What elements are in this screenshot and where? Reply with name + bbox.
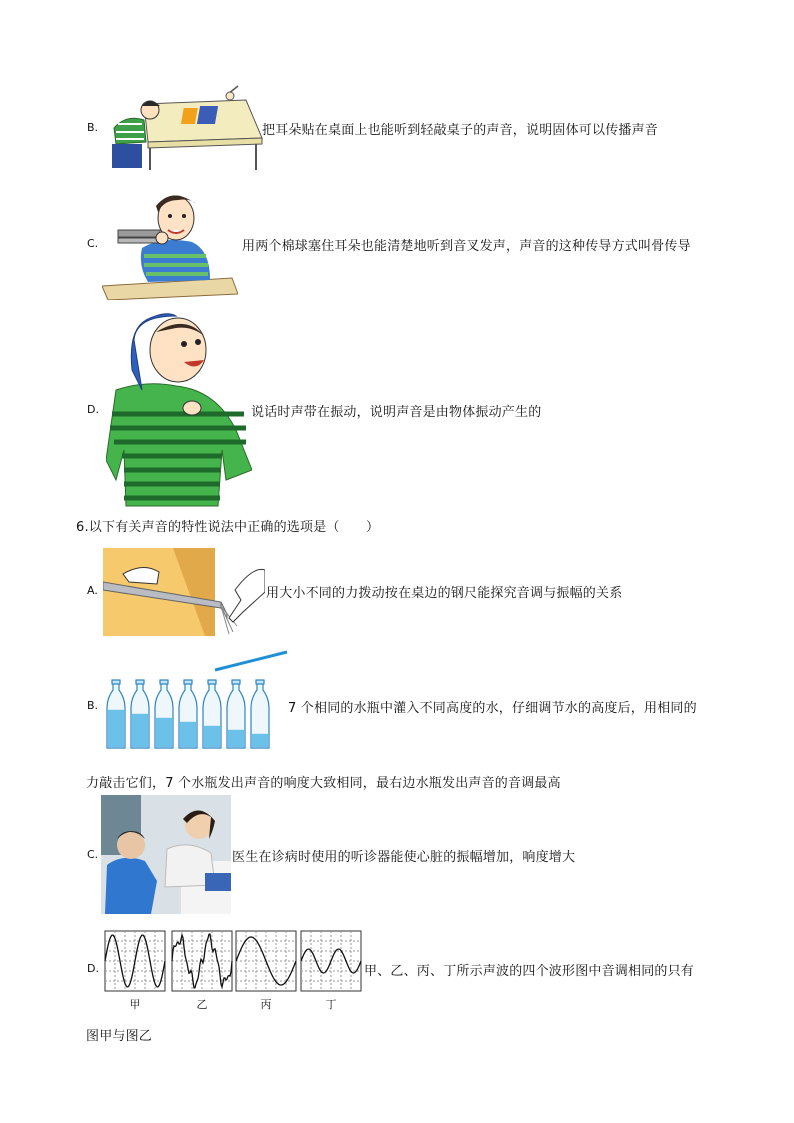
steel-ruler-illustration (103, 548, 265, 636)
option-text: 7 个相同的水瓶中灌入不同高度的水，仔细调节水的高度后，用相同的 (288, 701, 697, 716)
option-text: 用两个棉球塞住耳朵也能清楚地听到音叉发声，声音的这种传导方式叫骨传导 (242, 239, 691, 254)
water-bottles-illustration (103, 650, 289, 752)
waveform-panel-yi (171, 930, 233, 1011)
desk-listening-illustration (106, 84, 264, 170)
option-text: 把耳朵贴在桌面上也能听到轻敲桌子的声音，说明固体可以传播声音 (262, 123, 659, 138)
option-text: 甲、乙、丙、丁所示声波的四个波形图中音调相同的只有 (364, 964, 695, 979)
speaking-boy-illustration (106, 310, 252, 508)
option-text: 用大小不同的力拨动按在桌边的钢尺能探究音调与振幅的关系 (266, 586, 623, 601)
waveform-label: 甲 (129, 998, 141, 1011)
option-letter: A. (87, 584, 98, 597)
waveform-label: 丙 (260, 998, 272, 1011)
option-letter: C. (87, 237, 99, 250)
waveform-panel-jia (104, 930, 166, 1011)
option-text: 说话时声带在振动，说明声音是由物体振动产生的 (251, 405, 542, 420)
option-text-continued: 图甲与图乙 (86, 1029, 153, 1044)
option-text-continued: 力敲击它们，7 个水瓶发出声音的响度大致相同，最右边水瓶发出声音的音调最高 (86, 776, 561, 791)
question-stem: 6.以下有关声音的特性说法中正确的选项是（ ） (76, 520, 380, 535)
waveform-panel-bing (235, 930, 297, 1011)
option-letter: C. (87, 848, 99, 861)
doctor-photo (101, 795, 231, 914)
waveform-label: 乙 (196, 998, 208, 1011)
waveform-label: 丁 (325, 998, 337, 1011)
waveform-panel-ding (300, 930, 362, 1011)
option-letter: D. (87, 962, 99, 975)
option-letter: D. (87, 403, 99, 416)
option-text: 医生在诊病时使用的听诊器能使心脏的振幅增加，响度增大 (232, 850, 576, 865)
option-letter: B. (87, 699, 99, 712)
tuning-fork-illustration (102, 186, 238, 300)
option-letter: B. (87, 121, 99, 134)
